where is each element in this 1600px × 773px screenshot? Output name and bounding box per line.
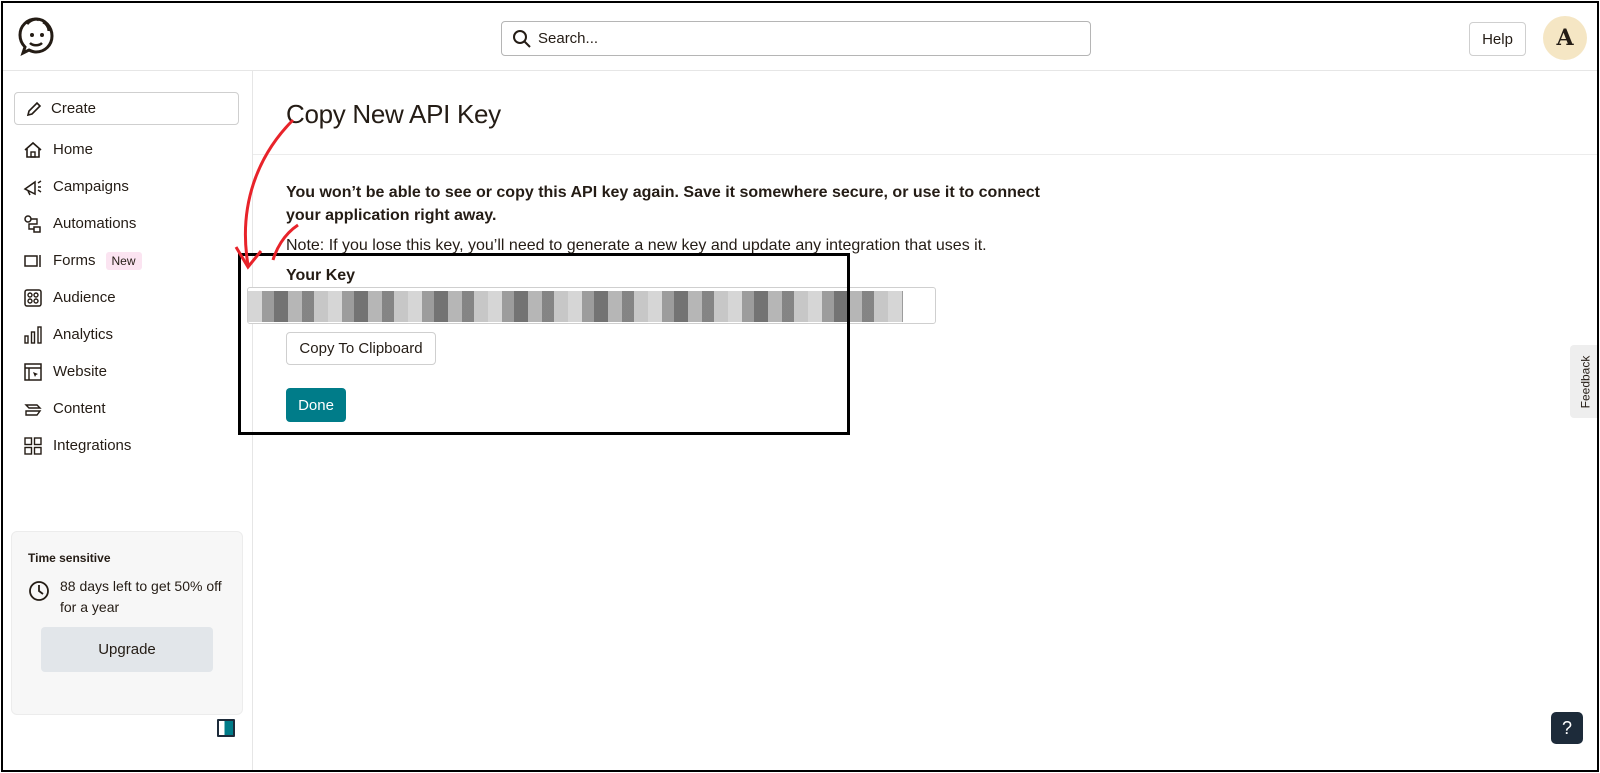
promo-tag: Time sensitive [28, 551, 111, 565]
sidebar-item-label: Analytics [53, 326, 114, 343]
main-content [253, 71, 1599, 772]
promo-message: 88 days left to get 50% off for a year [60, 578, 222, 615]
grid-icon [23, 436, 43, 456]
automation-icon [23, 214, 43, 234]
upgrade-button[interactable]: Upgrade [41, 627, 213, 672]
home-icon [23, 140, 43, 160]
create-button[interactable] [14, 92, 239, 125]
divider [253, 154, 1599, 155]
copy-to-clipboard-button[interactable]: Copy To Clipboard [286, 332, 436, 365]
sidebar-item-analytics[interactable] [3, 316, 253, 353]
sidebar-item-label: Content [53, 400, 106, 417]
collapse-sidebar-icon[interactable] [217, 719, 235, 737]
warning-text: You won’t be able to see or copy this API key again. Save it somewhere secure, or use it to connect your application right away. [286, 184, 1040, 224]
sidebar-item-forms[interactable] [3, 242, 253, 279]
mailchimp-logo-icon[interactable] [15, 15, 57, 59]
search-icon [512, 29, 532, 49]
content-icon [23, 399, 43, 419]
sidebar-item-integrations[interactable] [3, 427, 253, 464]
promo-card [11, 531, 243, 715]
sidebar-item-label: Audience [53, 289, 116, 306]
bar-chart-icon [23, 325, 43, 345]
search-bar[interactable] [501, 21, 1091, 56]
create-label: Create [51, 100, 97, 117]
sidebar-item-label: Website [53, 363, 107, 380]
website-icon [23, 362, 43, 382]
sidebar-item-label: Forms [53, 252, 96, 269]
top-bar [3, 3, 1597, 71]
note-text: Note: If you lose this key, you’ll need to generate a new key and update any integration that uses it. [286, 237, 987, 254]
api-key-field[interactable] [247, 287, 936, 324]
search-input[interactable] [538, 30, 1078, 47]
megaphone-icon [23, 177, 43, 197]
sidebar-item-audience[interactable] [3, 279, 253, 316]
sidebar-item-automations[interactable] [3, 205, 253, 242]
pencil-icon [25, 100, 43, 118]
app-window [1, 1, 1599, 772]
key-label: Your Key [286, 267, 356, 284]
feedback-label: Feedback [1578, 355, 1593, 408]
avatar[interactable]: A [1543, 16, 1587, 60]
page-title: Copy New API Key [286, 99, 501, 129]
new-badge: New [106, 252, 142, 270]
sidebar [3, 71, 253, 772]
form-icon [23, 251, 43, 271]
sidebar-item-website[interactable] [3, 353, 253, 390]
sidebar-item-label: Integrations [53, 437, 132, 454]
redacted-key [248, 291, 903, 322]
help-button[interactable]: Help [1469, 22, 1526, 56]
help-fab-button[interactable]: ? [1551, 712, 1583, 744]
feedback-tab[interactable] [1570, 345, 1599, 418]
sidebar-item-campaigns[interactable] [3, 168, 253, 205]
sidebar-item-home[interactable] [3, 131, 253, 168]
done-button[interactable]: Done [286, 388, 346, 422]
clock-icon [28, 580, 50, 602]
sidebar-item-label: Campaigns [53, 178, 129, 195]
sidebar-item-label: Home [53, 141, 94, 158]
sidebar-item-content[interactable] [3, 390, 253, 427]
audience-icon [23, 288, 43, 308]
sidebar-nav [3, 131, 253, 464]
sidebar-item-label: Automations [53, 215, 137, 232]
